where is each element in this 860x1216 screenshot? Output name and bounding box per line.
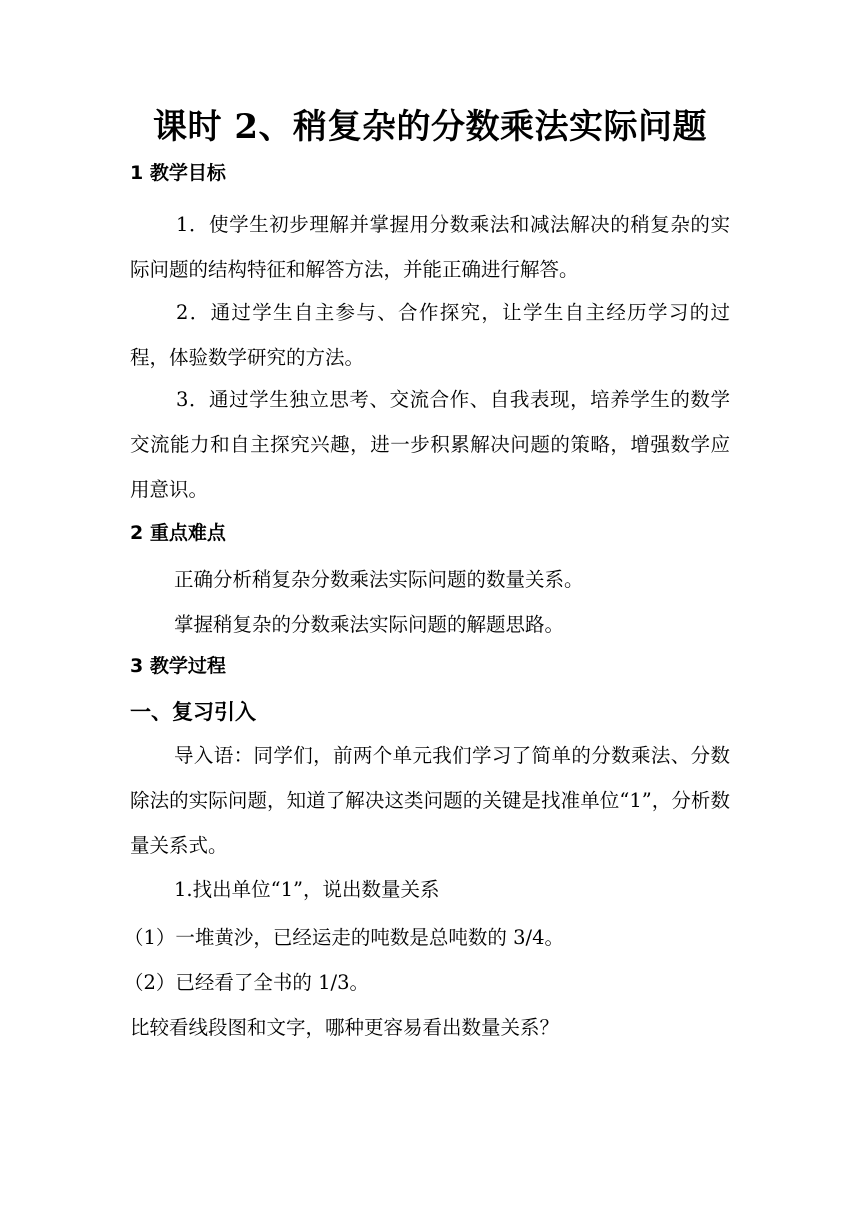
section-heading-process: 3 教学过程 — [130, 655, 226, 677]
subsection-heading-review: 一、复习引入 — [130, 699, 256, 724]
list-item-2: （2）已经看了全书的 1/3。 — [124, 971, 369, 994]
section-heading-key-points: 2 重点难点 — [130, 522, 226, 544]
goal-paragraph-3: 3．通过学生独立思考、交流合作、自我表现，培养学生的数学交流能力和自主探究兴趣，进一步积累解决问题的策略，增强数学应用意识。 — [130, 388, 730, 501]
section-heading-goals: 1 教学目标 — [130, 162, 226, 184]
question-line: 比较看线段图和文字，哪种更容易看出数量关系？ — [130, 1016, 560, 1039]
page-title: 课时 2、稍复杂的分数乘法实际问题 — [153, 107, 707, 147]
intro-paragraph: 导入语：同学们，前两个单元我们学习了简单的分数乘法、分数除法的实际问题，知道了解决这类问题的关键是找准单位“1”，分析数量关系式。 — [130, 744, 730, 857]
goal-paragraph-2: 2．通过学生自主参与、合作探究，让学生自主经历学习的过程，体验数学研究的方法。 — [130, 301, 730, 369]
key-point-1: 正确分析稍复杂分数乘法实际问题的数量关系。 — [174, 568, 584, 591]
goal-paragraph-1: 1．使学生初步理解并掌握用分数乘法和减法解决的稍复杂的实际问题的结构特征和解答方法，并能正确进行解答。 — [130, 213, 730, 281]
task-line-1: 1.找出单位“1”，说出数量关系 — [174, 878, 440, 901]
list-item-1: （1）一堆黄沙，已经运走的吨数是总吨数的 3/4。 — [124, 926, 564, 949]
key-point-2: 掌握稍复杂的分数乘法实际问题的解题思路。 — [174, 613, 565, 636]
